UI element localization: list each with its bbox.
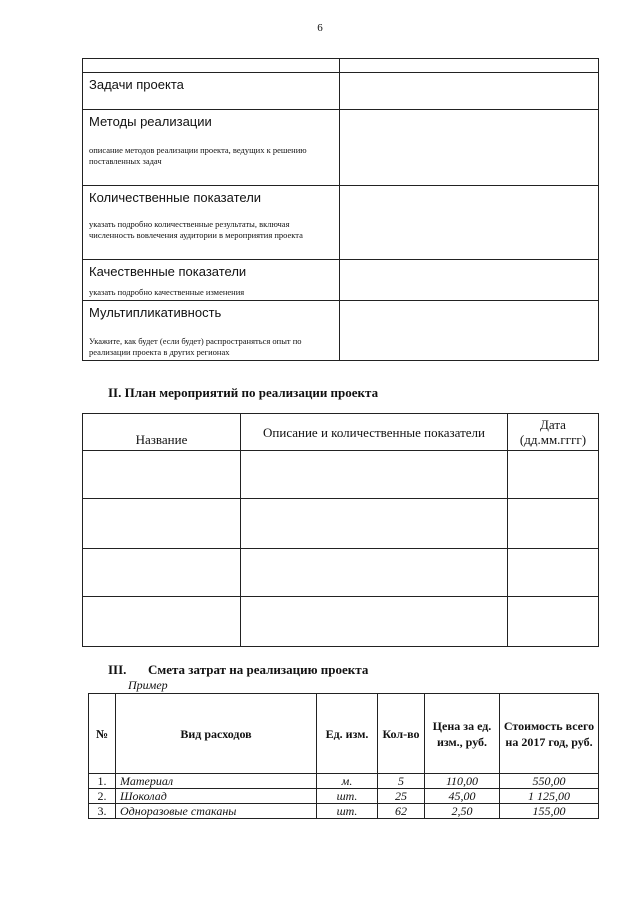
project-value-quantitative[interactable]	[340, 186, 599, 260]
row-label: Задачи проекта	[89, 77, 184, 92]
cell-quantity: 5	[378, 774, 425, 789]
cell-expense: Одноразовые стаканы	[116, 804, 317, 819]
plan-cell-date[interactable]	[508, 597, 599, 647]
header-name: Название	[83, 414, 241, 451]
cell-expense: Шоколад	[116, 789, 317, 804]
row-label: Методы реализации	[89, 114, 212, 129]
example-label: Пример	[128, 678, 168, 692]
row-hint: указать подробно количественные результаты, включая численность вовлечения аудитории в мероприятия проекта	[89, 219, 303, 240]
plan-table	[82, 413, 599, 647]
cell-number: 2.	[89, 789, 116, 804]
header-expense-type: Вид расходов	[116, 694, 317, 774]
project-cell-empty-value[interactable]	[340, 59, 599, 73]
project-row-qualitative	[83, 260, 340, 301]
plan-cell-date[interactable]	[508, 549, 599, 597]
plan-cell-description[interactable]	[241, 549, 508, 597]
project-row-multiplicativity	[83, 301, 340, 361]
header-price: Цена за ед. изм., руб.	[425, 694, 500, 774]
header-date: Дата (дд.мм.гггг)	[508, 414, 599, 451]
header-unit: Ед. изм.	[317, 694, 378, 774]
row-label: Качественные показатели	[89, 264, 247, 279]
plan-cell-name[interactable]	[83, 597, 241, 647]
cell-quantity: 62	[378, 804, 425, 819]
plan-cell-name[interactable]	[83, 451, 241, 499]
plan-cell-date[interactable]	[508, 499, 599, 549]
budget-table	[88, 693, 599, 819]
project-value-multiplicativity[interactable]	[340, 301, 599, 361]
cell-price: 110,00	[425, 774, 500, 789]
project-row-tasks	[83, 73, 340, 110]
cell-number: 3.	[89, 804, 116, 819]
cell-cost: 155,00	[500, 804, 599, 819]
project-row-quantitative	[83, 186, 340, 260]
cell-unit: м.	[317, 774, 378, 789]
project-value-methods[interactable]	[340, 110, 599, 186]
budget-row	[89, 774, 599, 789]
plan-cell-description[interactable]	[241, 451, 508, 499]
section-heading-budget: Смета затрат на реализацию проекта	[148, 662, 369, 677]
header-number: №	[89, 694, 116, 774]
cell-price: 45,00	[425, 789, 500, 804]
cell-number: 1.	[89, 774, 116, 789]
cell-cost: 1 125,00	[500, 789, 599, 804]
cell-price: 2,50	[425, 804, 500, 819]
row-hint: Укажите, как будет (если будет) распространяться опыт по реализации проекта в других регионах	[89, 336, 302, 357]
header-description: Описание и количественные показатели	[241, 414, 508, 451]
plan-cell-date[interactable]	[508, 451, 599, 499]
plan-cell-description[interactable]	[241, 499, 508, 549]
page-number: 6	[317, 22, 323, 34]
section-heading-plan: II. План мероприятий по реализации проекта	[108, 385, 379, 400]
plan-cell-description[interactable]	[241, 597, 508, 647]
row-label: Мультипликативность	[89, 305, 222, 320]
row-hint: указать подробно качественные изменения	[89, 287, 245, 297]
plan-cell-name[interactable]	[83, 499, 241, 549]
budget-row	[89, 789, 599, 804]
section-heading-budget-number: III.	[108, 662, 127, 677]
project-value-tasks[interactable]	[340, 73, 599, 110]
project-row-methods	[83, 110, 340, 186]
budget-row	[89, 804, 599, 819]
header-quantity: Кол-во	[378, 694, 425, 774]
project-value-qualitative[interactable]	[340, 260, 599, 301]
cell-quantity: 25	[378, 789, 425, 804]
row-label: Количественные показатели	[89, 190, 262, 205]
cell-cost: 550,00	[500, 774, 599, 789]
cell-expense: Материал	[116, 774, 317, 789]
row-hint: описание методов реализации проекта, ведущих к решению поставленных задач	[89, 145, 307, 166]
header-cost: Стоимость всего на 2017 год, руб.	[500, 694, 599, 774]
cell-unit: шт.	[317, 789, 378, 804]
plan-cell-name[interactable]	[83, 549, 241, 597]
cell-unit: шт.	[317, 804, 378, 819]
project-description-table	[82, 58, 599, 361]
project-cell-empty-label	[83, 59, 340, 73]
